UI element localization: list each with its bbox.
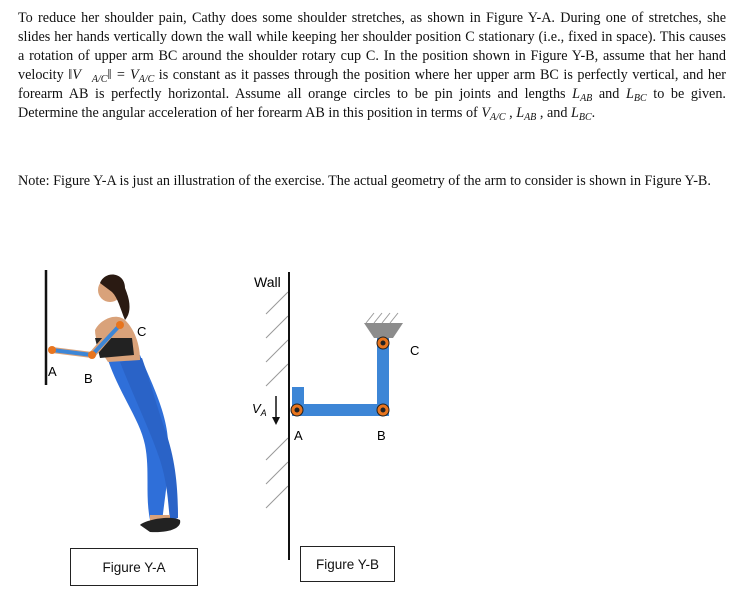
label-a: A	[294, 428, 303, 443]
wall-label: Wall	[254, 274, 281, 290]
figure-a-caption: Figure Y-A	[70, 548, 198, 586]
term-lbc: $L_{BC}$	[570, 105, 592, 123]
figure-a-label-b: B	[84, 371, 93, 386]
figure-a-label-c: C	[137, 324, 147, 339]
term-lab: $L_{AB}$	[516, 105, 537, 123]
length-ab: $L_{AB}$	[572, 86, 593, 104]
velocity-arrowhead	[272, 417, 280, 425]
problem-statement: To reduce her shoulder pain, Cathy does some shoulder stretches, as shown in Figure Y-A. During one of stretches, she slides her hands vertically down the wall while keeping her shoulder position C stationary (i.e., fixed in space). This causes a rotation of upper arm BC around the shoulder rotary cup C. In the position shown in Figure Y-B, assume that her hand velocity $‖V⃗_{A/C}‖ = V_{A/C}$ is constant as it passes through the position where her upper arm BC is perfectly vertical, and her forearm AB is perfectly horizontal. Assume all orange circles to be pin joints and lengths $L_{AB}$ and $L_{BC}$ to be given. Determine the angular acceleration of her forearm AB in this position in terms of $V_{A/C}$ , $L_{AB}$ , and $L_{BC}$.	[18, 10, 726, 123]
term-v: $V_{A/C}$	[481, 105, 506, 123]
label-c: C	[410, 343, 420, 358]
figure-a-label-a: A	[48, 364, 57, 379]
velocity-label: $V_A$	[252, 401, 267, 418]
problem-text-2: is constant as it passes through the position where her upper arm BC is perfectly vertical, and her forearm AB is perfectly horizontal. Assume all orange circles to be pin joints and lengths	[18, 67, 726, 102]
forearm-ab	[292, 404, 387, 416]
note-text: Note: Figure Y-A is just an illustration of the exercise. The actual geometry of the arm to consider is shown in Figure Y-B.	[18, 173, 711, 189]
label-b: B	[377, 428, 386, 443]
length-bc: $L_{BC}$	[625, 86, 647, 104]
support-c	[364, 323, 403, 338]
wall-hatching	[266, 292, 288, 508]
velocity-norm: $‖V⃗_{A/C}‖ = V_{A/C}$	[68, 67, 155, 85]
problem-text-3: to be given. Determine the angular acceleration of her forearm AB in this position in terms of	[18, 86, 726, 121]
problem-text-1: To reduce her shoulder pain, Cathy does some shoulder stretches, as shown in Figure Y-A. During one of stretches, she slides her hands vertically down the wall while keeping her shoulder position C stationary (i.e., fixed in space). This causes a rotation of upper arm BC around the shoulder rotary cup C. In the position shown in Figure Y-B, assume that her hand velocity	[18, 10, 726, 83]
figure-b-caption: Figure Y-B	[300, 546, 395, 582]
